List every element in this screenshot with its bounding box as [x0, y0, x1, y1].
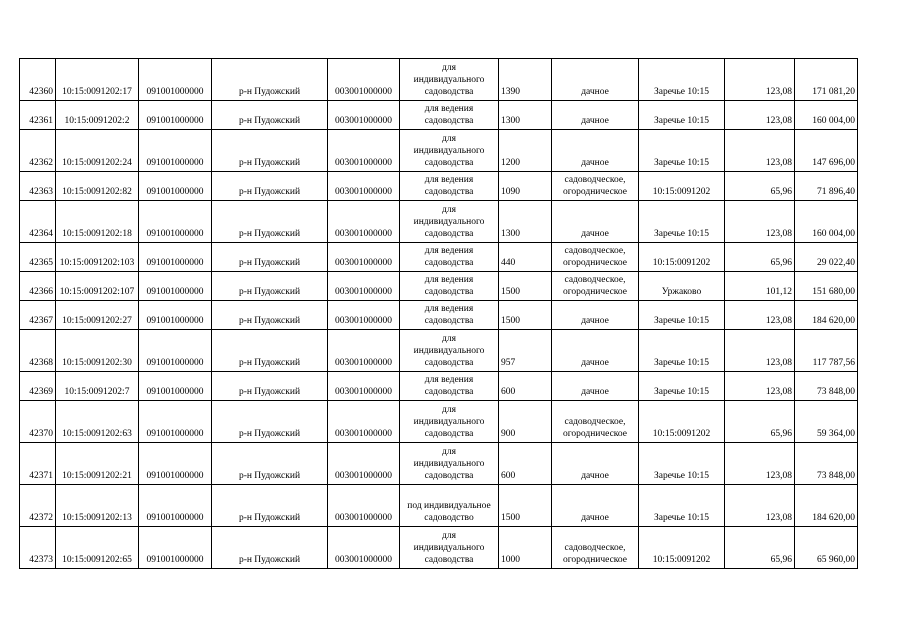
permitted-use-cell: под индивидуальное садоводство	[400, 485, 499, 527]
table-row	[20, 243, 858, 272]
okato-code-cell: 091001000000	[139, 201, 212, 243]
district-cell: р-н Пудожский	[212, 201, 328, 243]
okato-code-cell: 091001000000	[139, 272, 212, 301]
cadastral-number-cell: 10:15:0091202:30	[56, 330, 139, 372]
oktmo-code-cell: 003001000000	[328, 372, 400, 401]
table-row	[20, 201, 858, 243]
valuation-zone-cell: Заречье 10:15	[639, 59, 725, 101]
table-row	[20, 330, 858, 372]
oktmo-code-cell: 003001000000	[328, 59, 400, 101]
specific-value-cell: 65,96	[725, 243, 795, 272]
cadastral-cost-cell: 117 787,56	[795, 330, 858, 372]
cadastral-cost-cell: 73 848,00	[795, 443, 858, 485]
cadastral-number-cell: 10:15:0091202:2	[56, 101, 139, 130]
use-category-cell: садоводческое, огородническое	[552, 401, 639, 443]
specific-value-cell: 65,96	[725, 401, 795, 443]
okato-code-cell: 091001000000	[139, 301, 212, 330]
area-cell: 957	[499, 330, 552, 372]
oktmo-code-cell: 003001000000	[328, 243, 400, 272]
permitted-use-cell: для ведения садоводства	[400, 301, 499, 330]
table-row	[20, 485, 858, 527]
specific-value-cell: 123,08	[725, 443, 795, 485]
cadastral-cost-cell: 71 896,40	[795, 172, 858, 201]
cadastral-number-cell: 10:15:0091202:103	[56, 243, 139, 272]
table-row	[20, 301, 858, 330]
use-category-cell: дачное	[552, 201, 639, 243]
oktmo-code-cell: 003001000000	[328, 172, 400, 201]
specific-value-cell: 123,08	[725, 130, 795, 172]
use-category-cell: дачное	[552, 330, 639, 372]
okato-code-cell: 091001000000	[139, 401, 212, 443]
okato-code-cell: 091001000000	[139, 372, 212, 401]
specific-value-cell: 123,08	[725, 485, 795, 527]
valuation-zone-cell: 10:15:0091202	[639, 243, 725, 272]
row-id-cell: 42366	[20, 272, 56, 301]
oktmo-code-cell: 003001000000	[328, 301, 400, 330]
row-id-cell: 42370	[20, 401, 56, 443]
area-cell: 1200	[499, 130, 552, 172]
cadastral-number-cell: 10:15:0091202:24	[56, 130, 139, 172]
oktmo-code-cell: 003001000000	[328, 130, 400, 172]
use-category-cell: дачное	[552, 301, 639, 330]
okato-code-cell: 091001000000	[139, 101, 212, 130]
valuation-zone-cell: Заречье 10:15	[639, 101, 725, 130]
specific-value-cell: 123,08	[725, 201, 795, 243]
table-row	[20, 272, 858, 301]
specific-value-cell: 123,08	[725, 372, 795, 401]
row-id-cell: 42361	[20, 101, 56, 130]
valuation-zone-cell: Заречье 10:15	[639, 372, 725, 401]
area-cell: 1390	[499, 59, 552, 101]
specific-value-cell: 65,96	[725, 527, 795, 569]
table-row	[20, 59, 858, 101]
area-cell: 1090	[499, 172, 552, 201]
district-cell: р-н Пудожский	[212, 59, 328, 101]
okato-code-cell: 091001000000	[139, 443, 212, 485]
permitted-use-cell: для индивидуального садоводства	[400, 401, 499, 443]
cadastral-number-cell: 10:15:0091202:7	[56, 372, 139, 401]
permitted-use-cell: для ведения садоводства	[400, 272, 499, 301]
okato-code-cell: 091001000000	[139, 59, 212, 101]
district-cell: р-н Пудожский	[212, 130, 328, 172]
permitted-use-cell: для индивидуального садоводства	[400, 527, 499, 569]
valuation-zone-cell: Заречье 10:15	[639, 201, 725, 243]
valuation-zone-cell: 10:15:0091202	[639, 527, 725, 569]
row-id-cell: 42363	[20, 172, 56, 201]
table-row	[20, 372, 858, 401]
permitted-use-cell: для ведения садоводства	[400, 243, 499, 272]
use-category-cell: дачное	[552, 101, 639, 130]
cadastral-number-cell: 10:15:0091202:65	[56, 527, 139, 569]
valuation-zone-cell: Заречье 10:15	[639, 130, 725, 172]
oktmo-code-cell: 003001000000	[328, 201, 400, 243]
valuation-zone-cell: 10:15:0091202	[639, 172, 725, 201]
cadastral-cost-cell: 184 620,00	[795, 485, 858, 527]
okato-code-cell: 091001000000	[139, 243, 212, 272]
cadastral-cost-cell: 29 022,40	[795, 243, 858, 272]
okato-code-cell: 091001000000	[139, 130, 212, 172]
table-row	[20, 172, 858, 201]
district-cell: р-н Пудожский	[212, 301, 328, 330]
row-id-cell: 42365	[20, 243, 56, 272]
district-cell: р-н Пудожский	[212, 401, 328, 443]
okato-code-cell: 091001000000	[139, 485, 212, 527]
table-body	[20, 59, 858, 569]
specific-value-cell: 65,96	[725, 172, 795, 201]
district-cell: р-н Пудожский	[212, 172, 328, 201]
area-cell: 1500	[499, 485, 552, 527]
area-cell: 600	[499, 372, 552, 401]
table-row	[20, 443, 858, 485]
oktmo-code-cell: 003001000000	[328, 401, 400, 443]
area-cell: 1300	[499, 201, 552, 243]
cadastral-number-cell: 10:15:0091202:63	[56, 401, 139, 443]
oktmo-code-cell: 003001000000	[328, 485, 400, 527]
table-row	[20, 130, 858, 172]
use-category-cell: дачное	[552, 443, 639, 485]
cadastral-cost-cell: 151 680,00	[795, 272, 858, 301]
cadastral-cost-cell: 160 004,00	[795, 201, 858, 243]
specific-value-cell: 101,12	[725, 272, 795, 301]
table-row	[20, 101, 858, 130]
district-cell: р-н Пудожский	[212, 443, 328, 485]
row-id-cell: 42371	[20, 443, 56, 485]
oktmo-code-cell: 003001000000	[328, 443, 400, 485]
permitted-use-cell: для ведения садоводства	[400, 372, 499, 401]
cadastral-cost-cell: 160 004,00	[795, 101, 858, 130]
cadastral-number-cell: 10:15:0091202:107	[56, 272, 139, 301]
okato-code-cell: 091001000000	[139, 330, 212, 372]
cadastral-number-cell: 10:15:0091202:27	[56, 301, 139, 330]
use-category-cell: садоводческое, огородническое	[552, 527, 639, 569]
area-cell: 900	[499, 401, 552, 443]
area-cell: 600	[499, 443, 552, 485]
cadastral-number-cell: 10:15:0091202:18	[56, 201, 139, 243]
district-cell: р-н Пудожский	[212, 527, 328, 569]
use-category-cell: дачное	[552, 59, 639, 101]
permitted-use-cell: для индивидуального садоводства	[400, 443, 499, 485]
specific-value-cell: 123,08	[725, 301, 795, 330]
permitted-use-cell: для ведения садоводства	[400, 101, 499, 130]
use-category-cell: дачное	[552, 130, 639, 172]
row-id-cell: 42368	[20, 330, 56, 372]
area-cell: 1300	[499, 101, 552, 130]
cadastral-cost-cell: 73 848,00	[795, 372, 858, 401]
row-id-cell: 42360	[20, 59, 56, 101]
row-id-cell: 42369	[20, 372, 56, 401]
table-row	[20, 527, 858, 569]
row-id-cell: 42364	[20, 201, 56, 243]
oktmo-code-cell: 003001000000	[328, 527, 400, 569]
use-category-cell: дачное	[552, 485, 639, 527]
area-cell: 1500	[499, 301, 552, 330]
valuation-zone-cell: 10:15:0091202	[639, 401, 725, 443]
permitted-use-cell: для индивидуального садоводства	[400, 130, 499, 172]
permitted-use-cell: для индивидуального садоводства	[400, 201, 499, 243]
specific-value-cell: 123,08	[725, 101, 795, 130]
area-cell: 1500	[499, 272, 552, 301]
okato-code-cell: 091001000000	[139, 172, 212, 201]
specific-value-cell: 123,08	[725, 330, 795, 372]
area-cell: 440	[499, 243, 552, 272]
okato-code-cell: 091001000000	[139, 527, 212, 569]
district-cell: р-н Пудожский	[212, 330, 328, 372]
row-id-cell: 42373	[20, 527, 56, 569]
row-id-cell: 42372	[20, 485, 56, 527]
land-cadastral-table	[19, 58, 858, 569]
cadastral-number-cell: 10:15:0091202:82	[56, 172, 139, 201]
cadastral-cost-cell: 184 620,00	[795, 301, 858, 330]
cadastral-number-cell: 10:15:0091202:21	[56, 443, 139, 485]
district-cell: р-н Пудожский	[212, 272, 328, 301]
use-category-cell: садоводческое, огородническое	[552, 272, 639, 301]
use-category-cell: дачное	[552, 372, 639, 401]
use-category-cell: садоводческое, огородническое	[552, 172, 639, 201]
cadastral-number-cell: 10:15:0091202:17	[56, 59, 139, 101]
district-cell: р-н Пудожский	[212, 101, 328, 130]
oktmo-code-cell: 003001000000	[328, 330, 400, 372]
cadastral-cost-cell: 171 081,20	[795, 59, 858, 101]
district-cell: р-н Пудожский	[212, 485, 328, 527]
table-row	[20, 401, 858, 443]
area-cell: 1000	[499, 527, 552, 569]
cadastral-number-cell: 10:15:0091202:13	[56, 485, 139, 527]
use-category-cell: садоводческое, огородническое	[552, 243, 639, 272]
permitted-use-cell: для ведения садоводства	[400, 172, 499, 201]
district-cell: р-н Пудожский	[212, 372, 328, 401]
row-id-cell: 42367	[20, 301, 56, 330]
cadastral-cost-cell: 65 960,00	[795, 527, 858, 569]
oktmo-code-cell: 003001000000	[328, 101, 400, 130]
cadastral-cost-cell: 59 364,00	[795, 401, 858, 443]
valuation-zone-cell: Заречье 10:15	[639, 443, 725, 485]
cadastral-cost-cell: 147 696,00	[795, 130, 858, 172]
valuation-zone-cell: Заречье 10:15	[639, 485, 725, 527]
valuation-zone-cell: Заречье 10:15	[639, 301, 725, 330]
specific-value-cell: 123,08	[725, 59, 795, 101]
oktmo-code-cell: 003001000000	[328, 272, 400, 301]
permitted-use-cell: для индивидуального садоводства	[400, 330, 499, 372]
valuation-zone-cell: Уржаково	[639, 272, 725, 301]
permitted-use-cell: для индивидуального садоводства	[400, 59, 499, 101]
district-cell: р-н Пудожский	[212, 243, 328, 272]
row-id-cell: 42362	[20, 130, 56, 172]
valuation-zone-cell: Заречье 10:15	[639, 330, 725, 372]
